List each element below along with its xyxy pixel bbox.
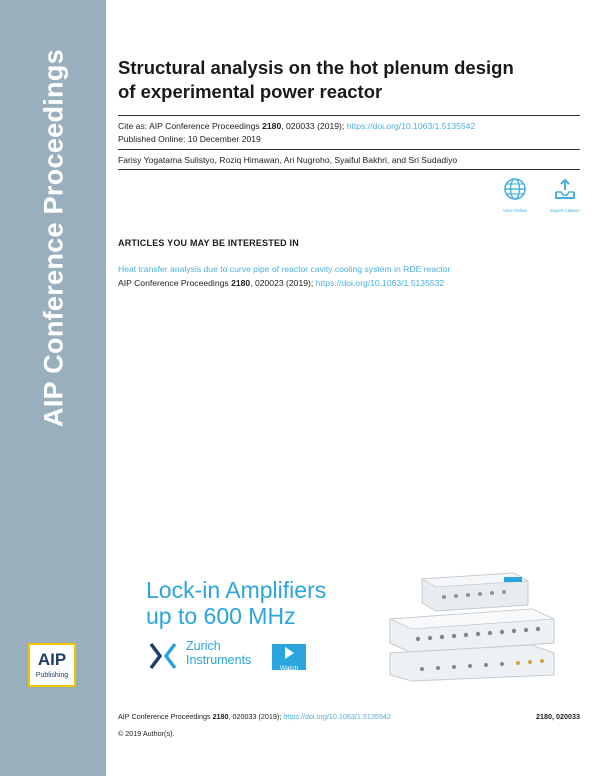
footer-suffix: , 020033 (2019); — [228, 712, 284, 721]
sidebar — [0, 0, 106, 776]
brand-line2: Instruments — [186, 653, 252, 667]
footer-copyright: © 2019 Author(s). — [118, 729, 175, 738]
view-online-label: View Online — [503, 208, 527, 213]
ad-headline-line1: Lock-in Amplifiers — [146, 577, 327, 603]
export-citation-button[interactable] — [545, 177, 585, 213]
citation-prefix: Cite as: AIP Conference Proceedings — [118, 121, 263, 131]
citation-doi-link[interactable]: https://doi.org/10.1063/1.5135542 — [346, 121, 476, 131]
related-article-title-link[interactable]: Heat transfer analysis due to curve pipe of reactor cavity cooling system in RDE reactor — [118, 264, 451, 274]
related-articles-heading: ARTICLES YOU MAY BE INTERESTED IN — [118, 238, 299, 248]
aip-publishing-logo[interactable] — [28, 643, 76, 687]
article-title-line2: of experimental power reactor — [118, 81, 383, 102]
ad-headline — [146, 577, 326, 629]
footer-citation — [118, 712, 391, 721]
advertisement-banner[interactable] — [118, 557, 564, 687]
citation-suffix: , 020033 (2019); — [281, 121, 347, 131]
logo-text-publishing: Publishing — [35, 672, 69, 679]
divider-top — [118, 115, 580, 116]
export-tray-icon — [553, 177, 577, 201]
journal-vertical-title: AIP Conference Proceedings — [38, 49, 69, 427]
footer-prefix: AIP Conference Proceedings — [118, 712, 213, 721]
export-citation-label: Export Citation — [550, 208, 580, 213]
zurich-instruments-logo-icon — [148, 641, 178, 671]
related-cite-suffix: , 020023 (2019); — [250, 278, 316, 288]
citation-volume: 2180 — [262, 121, 282, 131]
logo-text-aip: AIP — [37, 650, 67, 669]
footer-page-number: 2180, 020033 — [536, 712, 580, 721]
ad-headline-line2: up to 600 MHz — [146, 603, 296, 629]
zurich-instruments-wordmark — [186, 639, 251, 667]
article-title-line1: Structural analysis on the hot plenum design — [118, 57, 514, 78]
brand-line1: Zurich — [186, 639, 221, 653]
watch-button[interactable] — [272, 644, 306, 670]
play-icon — [284, 647, 294, 659]
citation-line — [118, 120, 475, 133]
related-cite-prefix: AIP Conference Proceedings — [118, 278, 232, 288]
authors-line: Farisy Yogatama Sulistyo, Roziq Himawan, Ari Nugroho, Syaiful Bakhri, and Sri Sudadiyo — [118, 155, 458, 165]
view-online-button[interactable] — [495, 177, 535, 213]
footer-doi-link[interactable]: https://doi.org/10.1063/1.5135542 — [283, 712, 391, 721]
divider-middle — [118, 149, 580, 150]
footer-volume: 2180 — [212, 712, 229, 721]
article-title — [118, 56, 588, 104]
related-article-citation — [118, 278, 444, 288]
related-cite-volume: 2180 — [231, 278, 251, 288]
divider-bottom — [118, 169, 580, 170]
lock-in-amplifier-devices-image — [382, 571, 558, 683]
watch-label: Watch — [279, 665, 299, 672]
related-doi-link[interactable]: https://doi.org/10.1063/1.5135532 — [315, 278, 445, 288]
globe-icon — [503, 177, 527, 201]
published-date: Published Online: 10 December 2019 — [118, 134, 261, 144]
